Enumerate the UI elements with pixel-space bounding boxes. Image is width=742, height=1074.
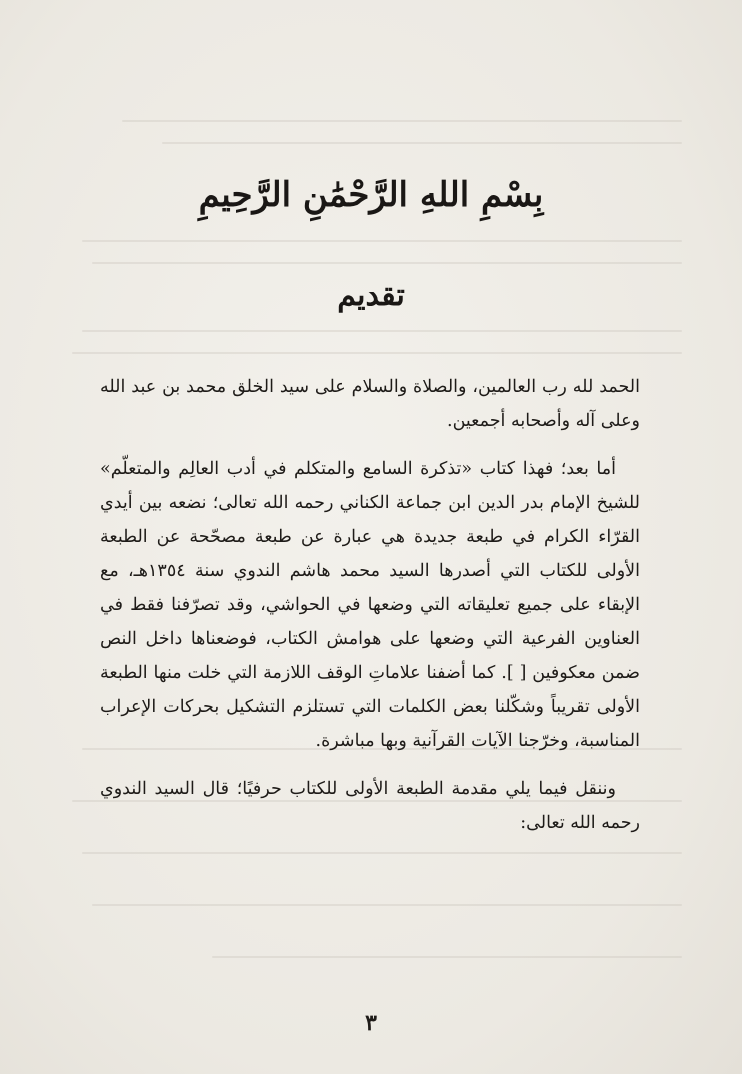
paragraph-quote-intro: وننقل فيما يلي مقدمة الطبعة الأولى للكتاب حرفيًا؛ قال السيد الندوي رحمه الله تعالى: (100, 779, 640, 833)
paragraph-main: أما بعد؛ فهذا كتاب «تذكرة السامع والمتكلم في أدب العالِم والمتعلّم» للشيخ الإمام بدر الدين ابن جماعة الكناني رحمه الله تعالى؛ نضعه بين أيدي القرّاء الكرام في طبعة جديدة هي عبارة عن طبعة مصحّحة عن الطبعة الأولى للكتاب التي أصدرها السيد محمد هاشم الندوي سنة ١٣٥٤هـ، مع الإبقاء على جميع تعليقاته التي وضعها في الحواشي، وقد تصرّفنا فقط في العناوين الفرعية التي وضعها على هوامش الكتاب، فوضعناها داخل النص ضمن معكوفين [ ]. كما أضفنا علاماتِ الوقف اللازمة التي خلت منها الطبعة الأولى تقريباً وشكّلنا بعض الكلمات التي تستلزم التشكيل بحركات الإعراب المناسبة، وخرّجنا الآيات القرآنية وبها مباشرة. (100, 459, 640, 751)
paragraph-opening: الحمد لله رب العالمين، والصلاة والسلام على سيد الخلق محمد بن عبد الله وعلى آله وأصحابه أجمعين. (100, 377, 640, 431)
body-text (100, 370, 640, 854)
page-title: تقديم (337, 278, 405, 313)
page-number: ٣ (365, 1010, 377, 1036)
basmala-heading: بِسْمِ اللهِ الرَّحْمَٰنِ الرَّحِيمِ (198, 175, 544, 215)
